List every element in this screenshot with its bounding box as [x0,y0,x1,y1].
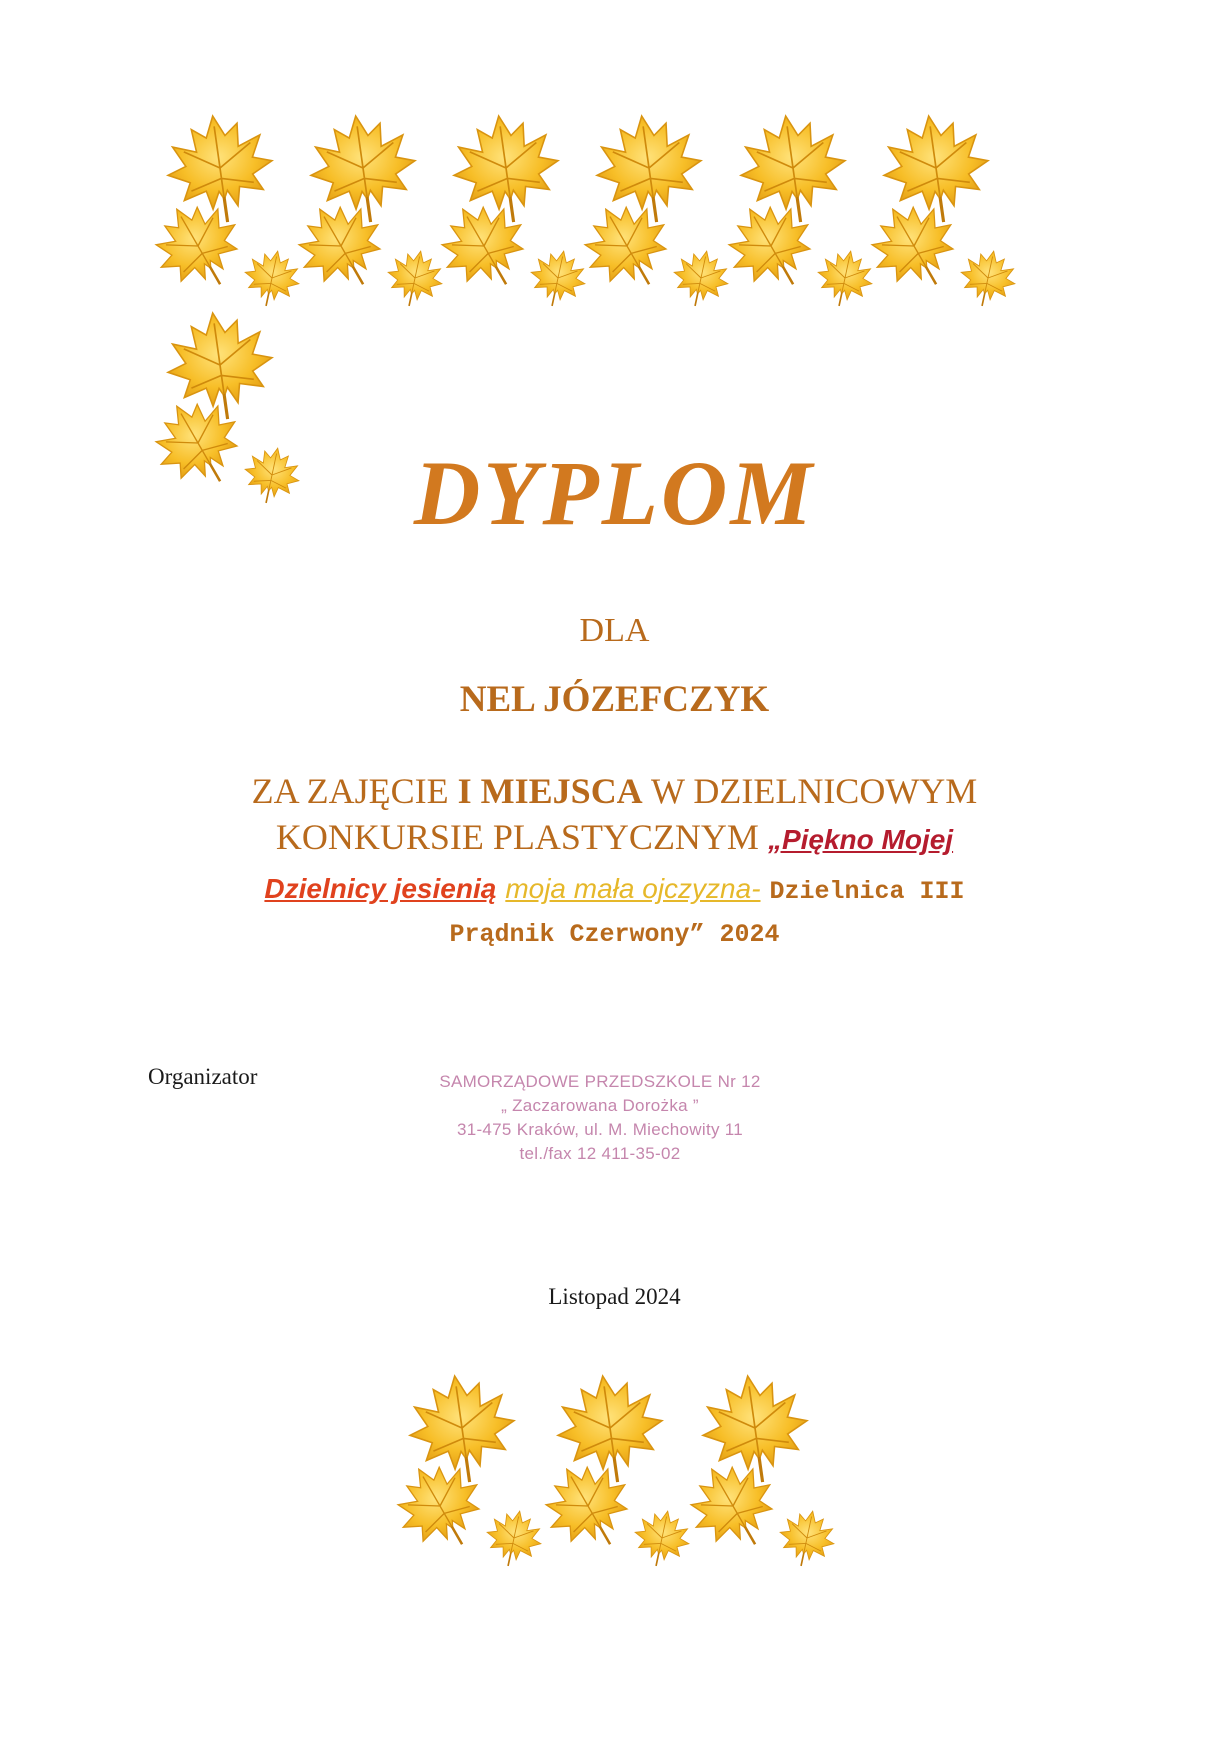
award-place: I MIEJSCA [457,771,643,811]
contest-name-part5: Prądnik Czerwony” 2024 [449,920,780,949]
stamp-line-3: 31-475 Kraków, ul. M. Miechowity 11 [456,1120,744,1139]
stamp-line-2: „ Zaczarowana Dorożka ” [501,1096,699,1115]
stamp-line-4: tel./fax 12 411-35-02 [519,1144,681,1163]
contest-name-part3: moja mała ojczyzna- [505,873,761,904]
recipient-name: NEL JÓZEFCZYK [459,679,770,720]
diploma-date: Listopad 2024 [548,1284,681,1309]
organizer-label: Organizator [148,1064,258,1089]
organizer-stamp [420,1070,780,1166]
diploma-title: DYPLOM [413,442,816,544]
award-prefix: ZA ZAJĘCIE [251,771,458,811]
contest-name-part2: Dzielnicy jesienią [264,873,497,904]
top-leaf-row [140,109,1021,312]
award-middle: W DZIELNICOWYM KONKURSIE PLASTYCZNYM [275,771,978,857]
award-text [160,768,1069,953]
contest-name-part1: „Piękno Mojej [767,824,954,855]
for-label: DLA [579,612,650,649]
contest-name-part4: Dzielnica III [769,877,965,906]
bottom-leaf-row [382,1369,840,1572]
stamp-line-1: SAMORZĄDOWE PRZEDSZKOLE Nr 12 [439,1072,761,1091]
